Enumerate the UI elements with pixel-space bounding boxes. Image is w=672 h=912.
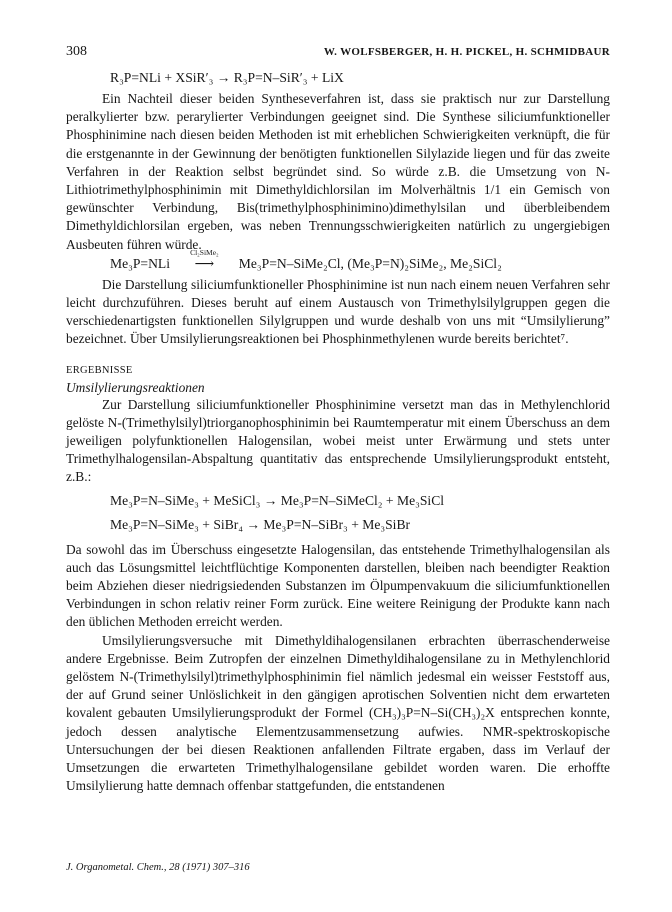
reaction-arrow: Cl₂SiMe₂ ⟶ <box>173 256 235 272</box>
author-line: W. WOLFSBERGER, H. H. PICKEL, H. SCHMIDBAUR <box>323 46 610 58</box>
paragraph-5: Umsilylierungsversuche mit Dimethyldihalogensilanen erbrachten überraschenderweise andere Ergebnisse. Beim Zutropfen der einzelnen Dimethyldihalogensilane zu in Methylenchlorid gelöstem N-(Trimethylsilyl)trimethylphosphinimin fiel nämlich jedesmal ein weisser Feststoff aus, der auf Grund seiner Unlöslichkeit in den gängigen aprotischen Solventien nicht dem erwarteten kovalent gebauten Umsilylierungsprodukt der Formel (CH₃)₃P=N–Si(CH₃)₂X entsprechen konnte, jedoch dessen analytische Elementzusammensetzung aufwies. NMR-spektroskopische Untersuchungen der bei diesen Reaktionen anfallenden Filtrate ergaben, dass im Verlauf der Umsetzungen die erwarteten Trimethylhalogensilane gebildet worden waren. Die erhoffte Umsilylierung hatte demnach offenbar stattgefunden, die entstandenen <box>66 632 610 794</box>
page-number: 308 <box>66 44 87 59</box>
paragraph-3: Zur Darstellung siliciumfunktioneller Phosphinimine versetzt man das in Methylenchlorid gelöste N-(Trimethylsilyl)triorganophosphinimin bei Raumtemperatur mit einem Überschuss an dem jeweiligen polyfunktionellen Halogensilan, wobei meist unter Erwärmung und stets unter Trimethylhalogensilan-Abspaltung quantitativ das entsprechende Umsilylierungsprodukt entsteht, z.B.: <box>66 396 610 485</box>
reaction-equation-1: R₃P=NLi + XSiR′₃ → R₃P=N–SiR′₃ + LiX <box>110 70 344 85</box>
reaction-2-products: Me₃P=N–SiMe₂Cl, (Me₃P=N)₂SiMe₂, Me₂SiCl₂ <box>238 255 502 271</box>
paragraph-2: Die Darstellung siliciumfunktioneller Phosphinimine ist nun nach einem neuen Verfahren sehr leicht durchzuführen. Dieses beruht auf einem Austausch von Trimethylsilylgruppen gegen die verschiedenartigsten funktionellen Silylgruppen und wurde deshalb von uns mit “Umsilylierung” bezeichnet. Über Umsilylierungsreaktionen bei Phosphinmethylenen wurde bereits berichtet⁷. <box>66 276 610 347</box>
reaction-equation-2 <box>110 247 610 272</box>
reaction-equation-3: Me₃P=N–SiMe₃ + MeSiCl₃ → Me₃P=N–SiMeCl₂ + Me₃SiCl <box>110 492 445 508</box>
section-heading: ERGEBNISSE <box>66 364 133 376</box>
paragraph-4: Da sowohl das im Überschuss eingesetzte Halogensilan, das entstehende Trimethylhalogensilan als auch das Lösungsmittel leichtflüchtige Komponenten darstellen, bleiben nach beendigter Reaktion beim Abziehen dieser niedrigsiedenden Substanzen im Ölpumpenvakuum die siliciumfunktionellen Verbindungen in schon relativ reiner Form zurück. Eine weitere Reinigung der Produkte kann nach den üblichen Methoden erreicht werden. <box>66 541 610 630</box>
running-head <box>66 44 610 60</box>
journal-citation: J. Organometal. Chem., 28 (1971) 307–316 <box>66 862 250 873</box>
subsection-heading: Umsilylierungsreaktionen <box>66 379 205 395</box>
paragraph-1: Ein Nachteil dieser beiden Syntheseverfahren ist, dass sie praktisch nur zur Darstellung peralkylierter bzw. perarylierter Verbindungen geeignet sind. Die Synthese siliciumfunktioneller Phosphinimine nach diesen beiden Methoden ist mit erheblichen Schwierigkeiten verknüpft, die für die erstgenannte in der Gewinnung der benötigten funktionellen Silylazide liegen und für das zweite Verfahren in der Reaktion selbst begründet sind. So würde z.B. die Umsetzung von N-Lithiotrimethylphosphinimin mit Dimethyldichlorsilan im Molverhältnis 1/1 ein Gemisch von gewünschter Verbindung, Bis(trimethylphosphinimino)dimethylsilan und überbleibendem Dimethyldichlorsilan ergeben, was neben Trennungsschwierigkeiten natürlich zu ungergiebigen Ausbeuten führen würde. <box>66 91 610 252</box>
reaction-2-reactant: Me₃P=NLi <box>110 255 170 271</box>
reaction-equation-4: Me₃P=N–SiMe₃ + SiBr₄ → Me₃P=N–SiBr₃ + Me₃SiBr <box>110 516 411 532</box>
reaction-reagent: Cl₂SiMe₂ <box>190 247 219 257</box>
